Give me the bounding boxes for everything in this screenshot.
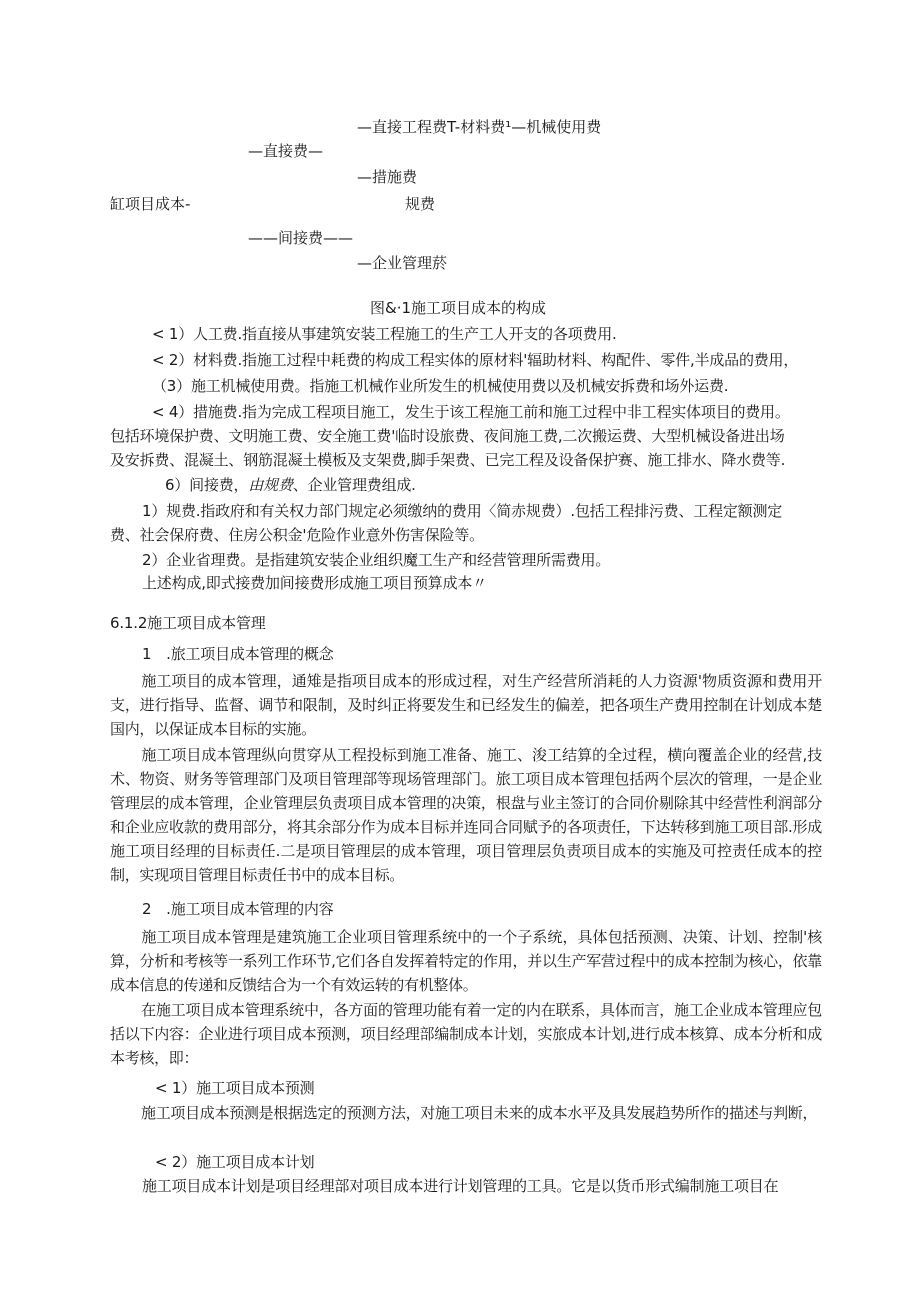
paragraph-forecast-text: 施工项目成本预测是根据选定的预测方法，对施工项目未来的成本水平及具发展趋势所作的描述与判断， [141, 1104, 818, 1122]
subheading-concept: 1 .旅工项目成本管理的概念 [142, 645, 334, 663]
item-indirect-cost [165, 474, 416, 495]
indirect-cost-text-a: 6）间接费， [165, 476, 249, 494]
paragraph-functions [110, 998, 822, 1070]
paragraph-content [110, 925, 822, 997]
indirect-fee-label: ——间接费—— [248, 229, 354, 247]
figure-caption: 图&·1施工项目成本的构成 [370, 299, 547, 317]
indirect-cost-text-b: 由规费 [248, 476, 293, 494]
paragraph-concept [110, 669, 822, 741]
indirect-cost-text-c: 、企业管理费组成. [292, 476, 416, 494]
paragraph-management-scope [110, 743, 822, 887]
paragraph-management-scope-text: 施工项目成本管理纵向贯穿从工程投标到施工准备、施工、浚工结算的全过程，横向覆盖企业的经营,技术、物资、财务等管理部门及项目管理部等现场管理部门。旅工项目成本管理包括两个层次的管理，一是企业管理层的成本管理，企业管理层负责项目成本管理的决策，根盘与业主签订的合同价剔除其中经营性利润部分和企业应收款的费用部分，将其余部分作为成本目标并连同合同赋予的各项责任，下达转移到施工项目部.形成施工项目经理的目标责任.二是项目管理层的成本管理，项目管理层负责项目成本的实施及可控责任成本的控制，实现项目管理目标责任书中的成本目标。 [110, 746, 822, 884]
list-item-plan: < 2）施工项目成本计划 [155, 1153, 315, 1171]
paragraph-functions-text: 在施工项目成本管理系统中，各方面的管理功能有着一定的内在联系，具体而言，施工企业成本管理应包括以下内容：企业进行项目成本预测，项目经理部编制成本计划，实旅成本计划,进行成本核算、成本分析和成本考核，即： [110, 1001, 822, 1067]
subheading-content: 2 .施工项目成本管理的内容 [142, 900, 334, 918]
enterprise-fee-def: 2）企业省理费。是指建筑安装企业组织魔工生产和经营管理所需费用。 [142, 551, 611, 569]
item-measures-cost-1: < 4）措施费.指为完成工程项目施工，发生于该工程施工前和施工过程中非工程实体项目的费用。 [152, 403, 790, 421]
regulation-fee-def-1: 1）规费.指政府和有关权力部门规定必须缴纳的费用〈简赤规费）.包括工程排污费、工程定额测定 [142, 502, 783, 520]
item-labor-cost: < 1）人工费.指直接从事建筑安装工程施工的生产工人开支的各项费用. [152, 325, 617, 343]
item-material-cost: < 2）材料费.指施工过程中耗费的构成工程实体的原材料'辐助材料、构配件、零件,半成品的费用， [152, 351, 799, 369]
regulation-fee-label: 规费 [405, 195, 436, 213]
paragraph-forecast [110, 1101, 822, 1125]
item-measures-cost-3: 及安拆费、混凝土、钢筋混凝土模板及支架费,脚手架费、已完工程及设备保护赛、施工排水、降水费等. [110, 451, 786, 469]
paragraph-plan: 施工项目成本计划是项目经理部对项目成本进行计划管理的工具。它是以货币形式编制施工项目在 [142, 1177, 779, 1195]
enterprise-fee-label: —企业管理菸 [357, 254, 448, 272]
measures-fee-label: —措施费 [357, 168, 418, 186]
direct-cost-line: —直接工程费T-材料费¹—机械使用费 [357, 118, 602, 136]
direct-fee-label: —直接费— [248, 142, 324, 160]
summary-line: 上述构成,即式接费加间接费形成施工项目预算成本〃 [142, 574, 487, 592]
section-heading: 6.1.2施工项目成本管理 [110, 614, 266, 632]
item-measures-cost-2: 包括环境保护费、文明施工费、安全施工费'临时设旅费、夜间施工费,二次搬运费、大型机械设备进出场 [110, 427, 785, 445]
list-item-forecast: < 1）施工项目成本预测 [155, 1079, 315, 1097]
paragraph-content-text: 施工项目成本管理是建筑施工企业项目管理系统中的一个子系统，具体包括预测、决策、计划、控制'核算，分析和考核等一系列工作环节,它们各自发挥着特定的作用，并以生产军营过程中的成本控制为核心，依靠成本信息的传递和反馈结合为一个有效运转的有机整体。 [110, 928, 822, 994]
project-cost-label: 缸项目成本- [110, 195, 191, 213]
paragraph-concept-text: 施工项目的成本管理，通雉是指项目成本的形成过程，对生产经营所消耗的人力资源'物质资源和费用开支，进行指导、监督、调节和限制，及时纠正将要发生和已经发生的偏差，把各项生产费用控制在计划成本楚国内，以保证成本目标的实施。 [110, 672, 822, 738]
regulation-fee-def-2: 费、社会保府费、住房公积金'危险作业意外伤害保险等。 [110, 526, 484, 544]
item-machinery-cost: （3）施工机械使用费。指施工机械作业所发生的机械使用费以及机械安拆费和场外运费. [152, 377, 729, 395]
